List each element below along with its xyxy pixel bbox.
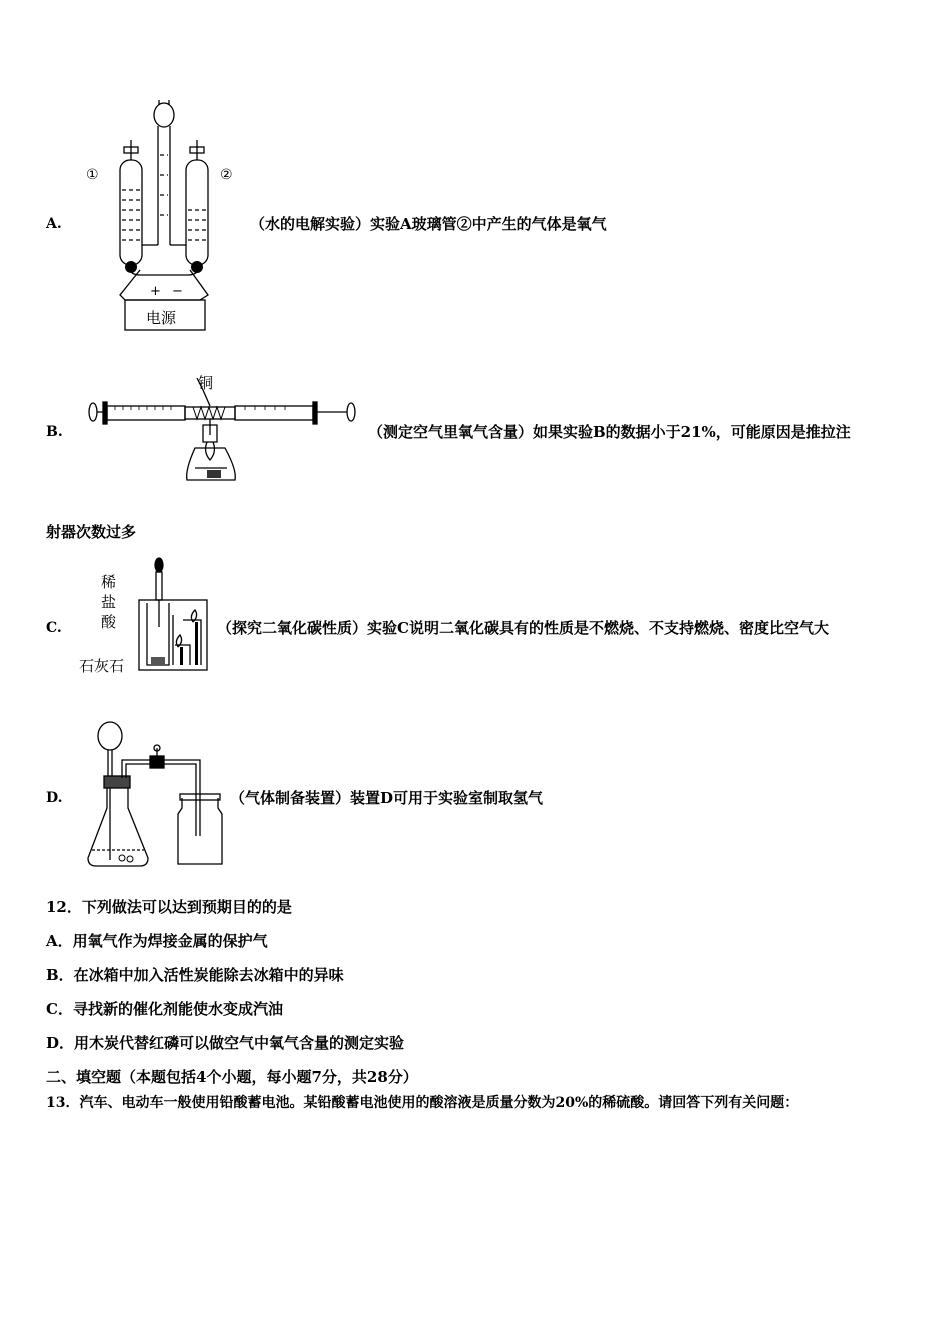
question-12-option-b: B．在冰箱中加入活性炭能除去冰箱中的异味 bbox=[46, 966, 344, 984]
option-d-text: （气体制备装置）装置D可用于实验室制取氢气 bbox=[230, 789, 544, 807]
acid-label-1: 稀 bbox=[101, 573, 117, 591]
option-b-letter: B. bbox=[46, 424, 63, 440]
copper-label: 铜 bbox=[198, 374, 214, 392]
option-a-letter: A. bbox=[46, 216, 62, 232]
question-12-option-d: D．用木炭代替红磷可以做空气中氧气含量的测定实验 bbox=[46, 1034, 405, 1052]
gas-preparation-apparatus-figure bbox=[82, 718, 232, 873]
electrolysis-apparatus-figure bbox=[80, 95, 240, 335]
option-c-letter: C. bbox=[46, 620, 62, 636]
option-b-text: （测定空气里氧气含量）如果实验B的数据小于21%，可能原因是推拉注 bbox=[368, 423, 851, 441]
tube-1-label: ① bbox=[86, 167, 99, 183]
option-b-text-continued: 射器次数过多 bbox=[46, 523, 137, 541]
option-d-letter: D. bbox=[46, 790, 63, 806]
option-a-text: （水的电解实验）实验A玻璃管②中产生的气体是氧气 bbox=[250, 215, 607, 233]
acid-label-3: 酸 bbox=[101, 613, 117, 631]
question-12-option-a: A．用氧气作为焊接金属的保护气 bbox=[46, 932, 268, 950]
limestone-label: 石灰石 bbox=[79, 657, 125, 675]
section-2-heading: 二、填空题（本题包括4个小题，每小题7分，共28分） bbox=[46, 1068, 418, 1086]
power-source-label: 电源 bbox=[146, 309, 177, 327]
tube-2-label: ② bbox=[220, 167, 233, 183]
option-c-text: （探究二氧化碳性质）实验C说明二氧化碳具有的性质是不燃烧、不支持燃烧、密度比空气大 bbox=[217, 619, 829, 637]
minus-sign: − bbox=[172, 284, 183, 299]
co2-property-apparatus-figure bbox=[75, 555, 215, 680]
plus-sign: + bbox=[150, 284, 161, 299]
question-13-stem: 13．汽车、电动车一般使用铅酸蓄电池。某铅酸蓄电池使用的酸溶液是质量分数为20%的稀硫酸。请回答下列有关问题： bbox=[46, 1095, 799, 1111]
question-12-stem: 12．下列做法可以达到预期目的的是 bbox=[46, 898, 292, 916]
acid-label-2: 盐 bbox=[101, 593, 117, 611]
oxygen-content-apparatus-figure bbox=[85, 370, 365, 495]
question-12-option-c: C．寻找新的催化剂能使水变成汽油 bbox=[46, 1000, 283, 1018]
